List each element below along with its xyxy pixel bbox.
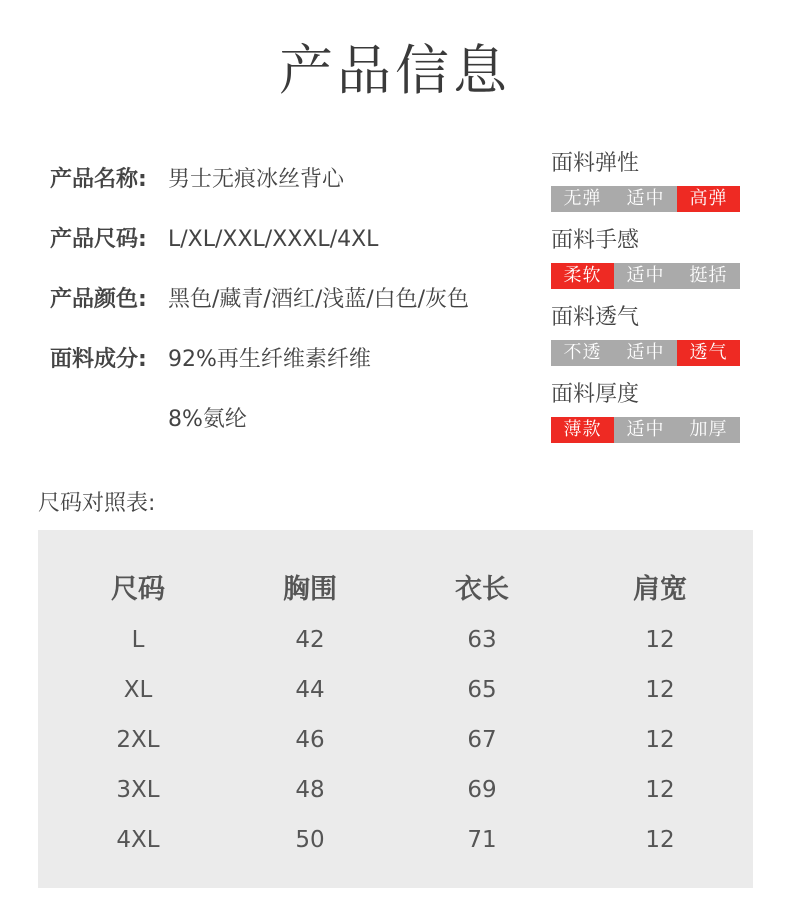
table-header: 肩宽 xyxy=(633,574,687,605)
fabric-scale xyxy=(551,186,740,212)
info-label: 面料成分: xyxy=(50,347,147,372)
fabric-title: 面料弹性 xyxy=(551,151,640,176)
table-cell: 12 xyxy=(645,627,675,653)
table-cell: 69 xyxy=(467,777,497,803)
table-cell: 44 xyxy=(295,677,325,703)
fabric-option: 透气 xyxy=(677,340,740,366)
fabric-option: 适中 xyxy=(614,340,677,366)
fabric-scale xyxy=(551,417,740,443)
table-cell: 12 xyxy=(645,727,675,753)
info-label: 产品名称: xyxy=(50,167,147,192)
fabric-option: 加厚 xyxy=(677,417,740,443)
fabric-option: 适中 xyxy=(614,186,677,212)
fabric-group-elasticity xyxy=(551,148,741,218)
table-cell: 67 xyxy=(467,727,497,753)
fabric-scale xyxy=(551,340,740,366)
fabric-option: 柔软 xyxy=(551,263,614,289)
info-label: 产品尺码: xyxy=(50,227,147,252)
fabric-option: 薄款 xyxy=(551,417,614,443)
table-cell: 48 xyxy=(295,777,325,803)
fabric-title: 面料手感 xyxy=(551,228,640,253)
table-cell: 50 xyxy=(295,827,325,853)
info-value: 黑色/藏青/酒红/浅蓝/白色/灰色 xyxy=(168,287,470,312)
table-cell: 12 xyxy=(645,677,675,703)
info-value: 92%再生纤维素纤维 xyxy=(168,347,371,372)
fabric-group-thickness xyxy=(551,379,741,449)
table-cell: 4XL xyxy=(116,827,160,853)
table-cell: 71 xyxy=(467,827,497,853)
table-header: 胸围 xyxy=(283,574,337,605)
fabric-group-feel xyxy=(551,225,741,295)
fabric-scale xyxy=(551,263,740,289)
table-cell: 65 xyxy=(467,677,497,703)
table-cell: 3XL xyxy=(116,777,160,803)
table-cell: XL xyxy=(123,677,153,703)
info-value: 8%氨纶 xyxy=(168,407,247,432)
table-cell: 12 xyxy=(645,777,675,803)
table-cell: 63 xyxy=(467,627,497,653)
table-cell: L xyxy=(131,627,145,653)
info-label: 产品颜色: xyxy=(50,287,147,312)
fabric-option: 适中 xyxy=(614,263,677,289)
fabric-title: 面料厚度 xyxy=(551,382,640,407)
table-header: 衣长 xyxy=(455,574,509,605)
fabric-group-breathability xyxy=(551,302,741,372)
size-chart-table xyxy=(38,530,753,888)
size-chart-heading: 尺码对照表: xyxy=(38,491,156,516)
page-title: 产品信息 xyxy=(279,39,511,102)
fabric-option: 适中 xyxy=(614,417,677,443)
table-cell: 42 xyxy=(295,627,325,653)
fabric-option: 挺括 xyxy=(677,263,740,289)
fabric-option: 高弹 xyxy=(677,186,740,212)
table-header: 尺码 xyxy=(111,574,165,605)
table-cell: 12 xyxy=(645,827,675,853)
fabric-option: 无弹 xyxy=(551,186,614,212)
info-value: L/XL/XXL/XXXL/4XL xyxy=(168,227,379,252)
table-cell: 46 xyxy=(295,727,325,753)
info-value: 男士无痕冰丝背心 xyxy=(168,167,345,192)
table-cell: 2XL xyxy=(116,727,160,753)
fabric-title: 面料透气 xyxy=(551,305,640,330)
fabric-option: 不透 xyxy=(551,340,614,366)
